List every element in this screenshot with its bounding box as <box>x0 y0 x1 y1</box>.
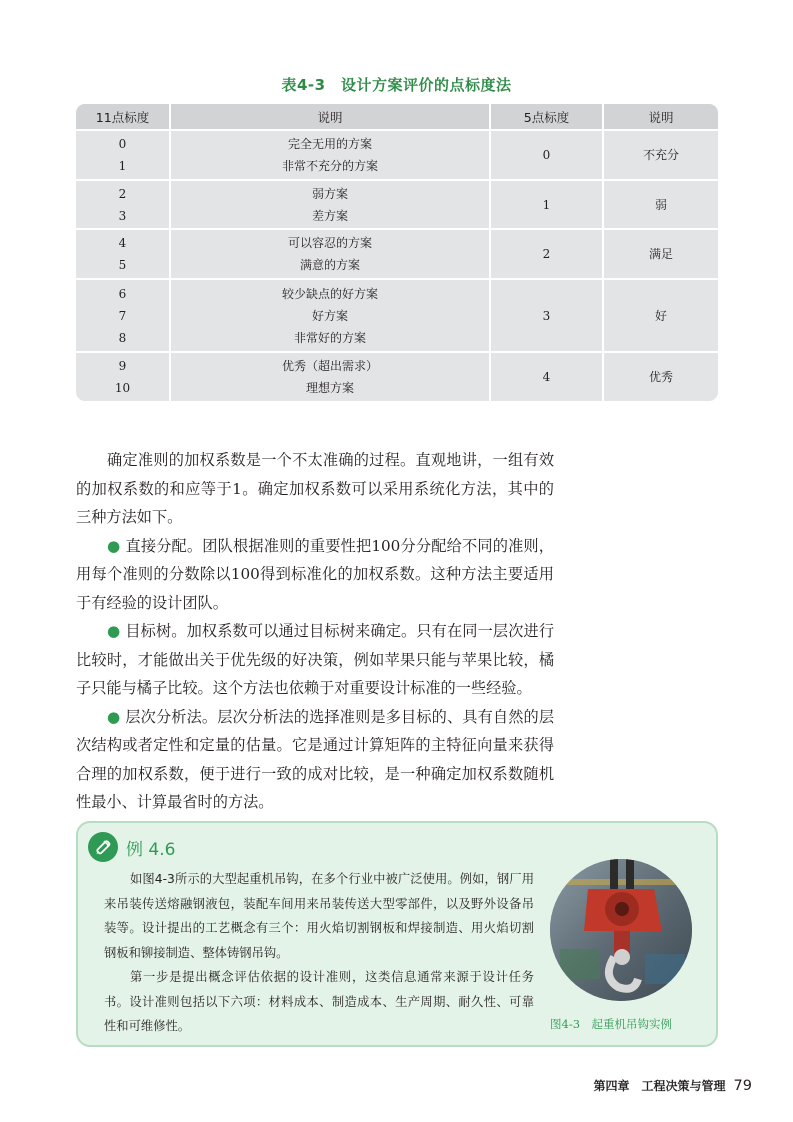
bullet-text-direct-allocation: 直接分配。团队根据准则的重要性把100分分配给不同的准则，用每个准则的分数除以100得到标准化的加权系数。这种方法主要适用于有经验的设计团队。 <box>76 536 554 612</box>
desc-11: 理想方案 <box>305 381 354 396</box>
desc-5-cell: 满足 <box>604 230 718 280</box>
table-row <box>76 280 718 353</box>
score-11: 8 <box>118 330 127 345</box>
desc-11: 差方案 <box>311 208 348 223</box>
table-row <box>76 181 718 231</box>
score-11: 10 <box>114 381 131 396</box>
example-paragraph: 如图4-3所示的大型起重机吊钩，在多个行业中被广泛使用。例如，钢厂用来吊装传送熔融钢液包，装配车间用来吊装传送大型零部件，以及野外设备吊装等。设计提出的工艺概念有三个：用火焰切割钢板和焊接制造、用火焰切割钢板和铆接制造、整体铸钢吊钩。 <box>104 872 534 960</box>
desc-11: 可以容忍的方案 <box>287 236 372 251</box>
desc-5-cell: 优秀 <box>648 370 673 385</box>
page-footer <box>594 1077 752 1094</box>
desc-11: 优秀（超出需求） <box>281 359 378 374</box>
header-11-point-scale: 11点标度 <box>76 104 171 131</box>
desc-11: 非常不充分的方案 <box>281 158 378 173</box>
example-title: 例 4.6 <box>126 840 176 860</box>
score-5-cell: 2 <box>491 230 604 280</box>
bullet-text-objective-tree: 目标树。加权系数可以通过目标树来确定。只有在同一层次进行比较时，才能做出关于优先级的好决策，例如苹果只能与苹果比较，橘子只能与橘子比较。这个方法也依赖于对重要设计标准的一些经验。 <box>76 622 555 697</box>
desc-5-cell: 弱 <box>604 181 718 231</box>
table-row <box>76 230 718 280</box>
scores-11-cell <box>76 131 171 181</box>
desc-11: 较少缺点的好方案 <box>281 286 378 301</box>
example-pencil-icon <box>88 832 118 862</box>
desc-5-cell: 不充分 <box>604 131 718 181</box>
bullet-icon: ● <box>107 707 121 726</box>
intro-paragraph: 确定准则的加权系数是一个不太准确的过程。直观地讲，一组有效的加权系数的和应等于1。确定加权系数可以采用系统化方法，其中的三种方法如下。 <box>76 451 554 526</box>
desc-11: 非常好的方案 <box>293 330 366 345</box>
score-5-cell: 3 <box>491 280 604 353</box>
descs-11-cell <box>171 131 491 181</box>
descs-11-cell <box>171 230 491 280</box>
header-description-11: 说明 <box>171 104 491 131</box>
score-5-cell: 4 <box>491 353 604 401</box>
bullet-text-ahp: 层次分析法。层次分析法的选择准则是多目标的、具有自然的层次结构或者定性和定量的估量。它是通过计算矩阵的主特征向量来获得合理的加权系数，便于进行一致的成对比较，是一种确定加权系数随机性最小、计算最省时的方法。 <box>76 707 555 811</box>
example-paragraph: 第一步是提出概念评估依据的设计准则，这类信息通常来源于设计任务书。设计准则包括以下六项：材料成本、制造成本、生产周期、耐久性、可靠性和可维修性。 <box>104 970 534 1033</box>
desc-11: 满意的方案 <box>299 258 360 273</box>
bullet-paragraph <box>76 617 554 703</box>
score-11: 6 <box>118 286 127 301</box>
descs-11-cell <box>171 280 491 353</box>
bullet-paragraph <box>76 703 554 817</box>
table-row <box>76 353 718 401</box>
score-11: 3 <box>118 208 127 223</box>
score-11: 5 <box>118 258 127 273</box>
bullet-paragraph <box>76 532 554 618</box>
score-5-cell: 0 <box>491 131 604 181</box>
scores-11-cell <box>76 230 171 280</box>
score-11: 4 <box>118 236 127 251</box>
score-11: 1 <box>118 158 127 173</box>
scores-11-cell <box>76 181 171 231</box>
desc-11: 弱方案 <box>311 186 348 201</box>
score-11: 0 <box>118 136 127 151</box>
desc-11: 好方案 <box>311 308 348 323</box>
header-5-point-scale: 5点标度 <box>491 104 604 131</box>
crane-hook-photo <box>550 859 692 1001</box>
score-11: 9 <box>118 359 127 374</box>
score-5-cell: 1 <box>491 181 604 231</box>
figure-caption: 图4-3 起重机吊钩实例 <box>550 1017 673 1031</box>
example-text <box>104 867 534 1039</box>
chapter-title: 第四章 工程决策与管理 <box>593 1079 726 1093</box>
desc-5-cell: 好 <box>604 280 718 353</box>
bullet-icon: ● <box>107 536 121 555</box>
table-header-row <box>76 104 718 131</box>
scores-11-cell <box>76 280 171 353</box>
example-box <box>76 821 718 1047</box>
bullet-icon: ● <box>107 622 121 640</box>
scores-11-cell <box>76 353 171 401</box>
score-11: 2 <box>118 186 127 201</box>
table-title: 表4-3 设计方案评价的点标度法 <box>281 76 512 94</box>
page-number: 79 <box>733 1078 752 1094</box>
scoring-table <box>76 104 718 401</box>
body-text <box>76 446 554 817</box>
table-row <box>76 131 718 181</box>
descs-11-cell <box>171 181 491 231</box>
header-description-5: 说明 <box>604 104 718 131</box>
desc-11: 完全无用的方案 <box>287 136 372 151</box>
descs-11-cell <box>171 353 491 401</box>
score-11: 7 <box>118 308 127 323</box>
